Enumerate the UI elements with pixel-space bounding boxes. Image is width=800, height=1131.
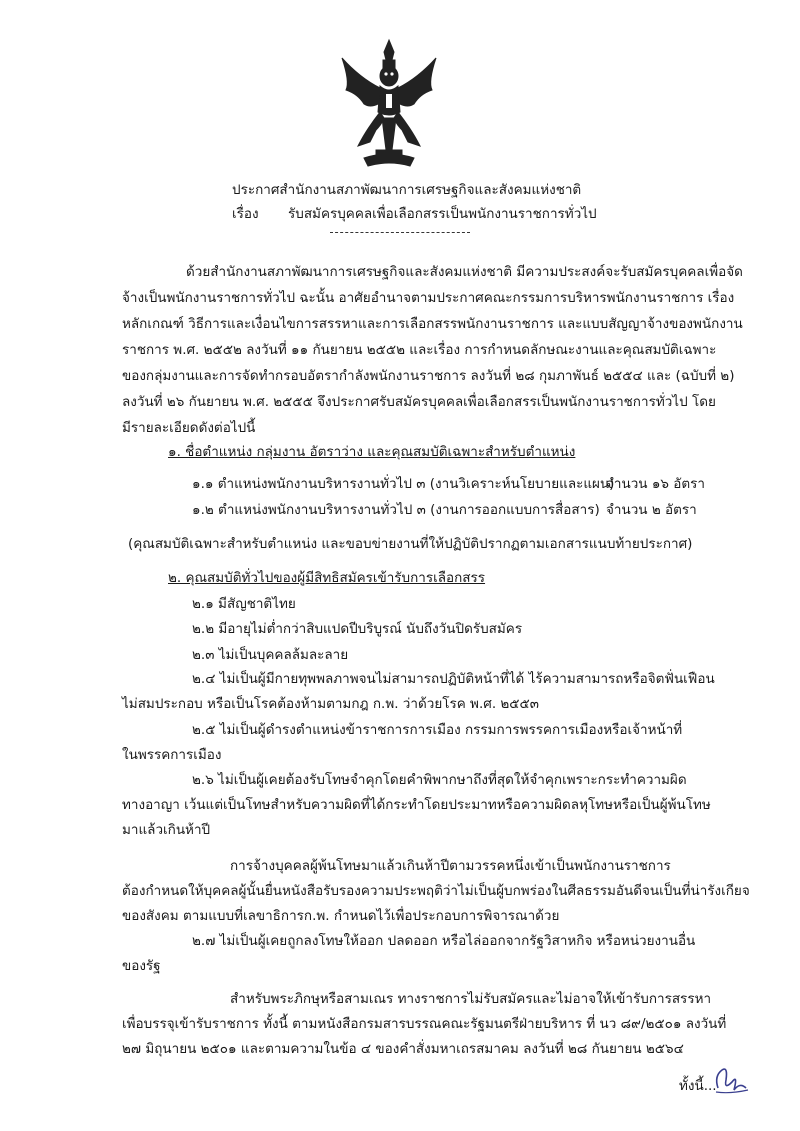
qualification-line: ๒.๒ มีอายุไม่ต่ำกว่าสิบแปดปีบริบูรณ์ นับถึงวันปิดรับสมัคร (192, 621, 523, 637)
announcement-title: ประกาศสำนักงานสภาพัฒนาการเศรษฐกิจและสังคมแห่งชาติ (232, 182, 582, 198)
section1-note: (คุณสมบัติเฉพาะสำหรับตำแหน่ง และขอบข่ายงานที่ให้ปฏิบัติปรากฏตามเอกสารแนบท้ายประกาศ) (128, 536, 693, 552)
qualification-line: ทางอาญา เว้นแต่เป็นโทษสำหรับความผิดที่ได้กระทำโดยประมาทหรือความผิดลหุโทษหรือเป็นผู้พ้นโทษ (122, 797, 711, 813)
position-count: จำนวน ๒ อัตรา (606, 502, 697, 518)
qualification-line: การจ้างบุคคลผู้พ้นโทษมาแล้วเกินห้าปีตามวรรคหนึ่งเข้าเป็นพนักงานราชการ (230, 858, 671, 874)
qualification-line: ของรัฐ (122, 958, 161, 974)
qualification-line: ๒.๗ ไม่เป็นผู้เคยถูกลงโทษให้ออก ปลดออก หรือไล่ออกจากรัฐวิสาหกิจ หรือหน่วยงานอื่น (192, 933, 696, 949)
qualification-line: ไม่สมประกอบ หรือเป็นโรคต้องห้ามตามกฎ ก.พ. ว่าด้วยโรค พ.ศ. ๒๕๕๓ (122, 696, 539, 712)
intro-line: มีรายละเอียดดังต่อไปนี้ (122, 420, 256, 436)
intro-line: ด้วยสำนักงานสภาพัฒนาการเศรษฐกิจและสังคมแห่งชาติ มีความประสงค์จะรับสมัครบุคคลเพื่อจัด (186, 264, 743, 280)
subject-label: เรื่อง (232, 206, 259, 222)
signature-initials-icon (712, 1062, 750, 1096)
intro-line: ของกลุ่มงานและการจัดทำกรอบอัตรากำลังพนักงานราชการ ลงวันที่ ๒๘ กุมภาพันธ์ ๒๕๕๔ และ (ฉบับที่ ๒) (122, 368, 735, 384)
qualification-line: ๒.๕ ไม่เป็นผู้ดำรงตำแหน่งข้าราชการการเมือง กรรมการพรรคการเมืองหรือเจ้าหน้าที่ (192, 722, 683, 738)
garuda-emblem-icon (336, 38, 442, 170)
qualification-line: ๒๗ มิถุนายน ๒๕๐๑ และตามความในข้อ ๔ ของคำสั่งมหาเถรสมาคม ลงวันที่ ๒๘ กันยายน ๒๕๖๔ (122, 1041, 684, 1057)
continued-text: ทั้งนี้... (679, 1078, 717, 1094)
qualification-line: ต้องกำหนดให้บุคคลผู้นั้นยื่นหนังสือรับรองความประพฤติว่าไม่เป็นผู้บกพร่องในศีลธรรมอันดีจนเป็นที่น่ารังเกียจ (122, 883, 750, 899)
qualification-line: ๒.๔ ไม่เป็นผู้มีกายทุพพลภาพจนไม่สามารถปฏิบัติหน้าที่ได้ ไร้ความสามารถหรือจิตฟั่นเฟือน (192, 671, 715, 687)
section2-heading: ๒. คุณสมบัติทั่วไปของผู้มีสิทธิสมัครเข้ารับการเลือกสรร (168, 570, 486, 586)
position-count: จำนวน ๑๖ อัตรา (606, 476, 705, 492)
qualification-line: สำหรับพระภิกษุหรือสามเณร ทางราชการไม่รับสมัครและไม่อาจให้เข้ารับการสรรหา (230, 991, 712, 1007)
position-name: ๑.๑ ตำแหน่งพนักงานบริหารงานทั่วไป ๓ (งานวิเคราะห์นโยบายและแผน) (192, 476, 615, 492)
intro-line: ราชการ พ.ศ. ๒๕๕๒ ลงวันที่ ๑๑ กันยายน ๒๕๕๒ และเรื่อง การกำหนดลักษณะงานและคุณสมบัติเฉพาะ (122, 342, 717, 358)
subject-text: รับสมัครบุคคลเพื่อเลือกสรรเป็นพนักงานราชการทั่วไป (288, 206, 597, 222)
qualification-line: เพื่อบรรจุเข้ารับราชการ ทั้งนี้ ตามหนังสือกรมสารบรรณคณะรัฐมนตรีฝ่ายบริหาร ที่ นว ๘๙/๒๕๐๑ ลงวันที่ (122, 1016, 727, 1032)
qualification-line: ๒.๑ มีสัญชาติไทย (192, 596, 296, 612)
qualification-line: ๒.๓ ไม่เป็นบุคคลล้มละลาย (192, 647, 349, 663)
position-name: ๑.๒ ตำแหน่งพนักงานบริหารงานทั่วไป ๓ (งานการออกแบบการสื่อสาร) (192, 502, 600, 518)
intro-line: ลงวันที่ ๒๖ กันยายน พ.ศ. ๒๕๕๕ จึงประกาศรับสมัครบุคคลเพื่อเลือกสรรเป็นพนักงานราชการทั่วไป โดย (122, 394, 716, 410)
header-divider (330, 232, 470, 233)
qualification-line: มาแล้วเกินห้าปี (122, 822, 211, 838)
intro-line: หลักเกณฑ์ วิธีการและเงื่อนไขการสรรหาและการเลือกสรรพนักงานราชการ และแบบสัญญาจ้างของพนักงาน (122, 316, 743, 332)
intro-line: จ้างเป็นพนักงานราชการทั่วไป ฉะนั้น อาศัยอำนาจตามประกาศคณะกรรมการบริหารพนักงานราชการ เรื่อง (122, 290, 735, 306)
section1-heading: ๑. ชื่อตำแหน่ง กลุ่มงาน อัตราว่าง และคุณสมบัติเฉพาะสำหรับตำแหน่ง (168, 444, 576, 460)
qualification-line: ของสังคม ตามแบบที่เลขาธิการก.พ. กำหนดไว้เพื่อประกอบการพิจารณาด้วย (122, 908, 560, 924)
qualification-line: ในพรรคการเมือง (122, 747, 222, 763)
qualification-line: ๒.๖ ไม่เป็นผู้เคยต้องรับโทษจำคุกโดยคำพิพากษาถึงที่สุดให้จำคุกเพราะกระทำความผิด (192, 772, 687, 788)
